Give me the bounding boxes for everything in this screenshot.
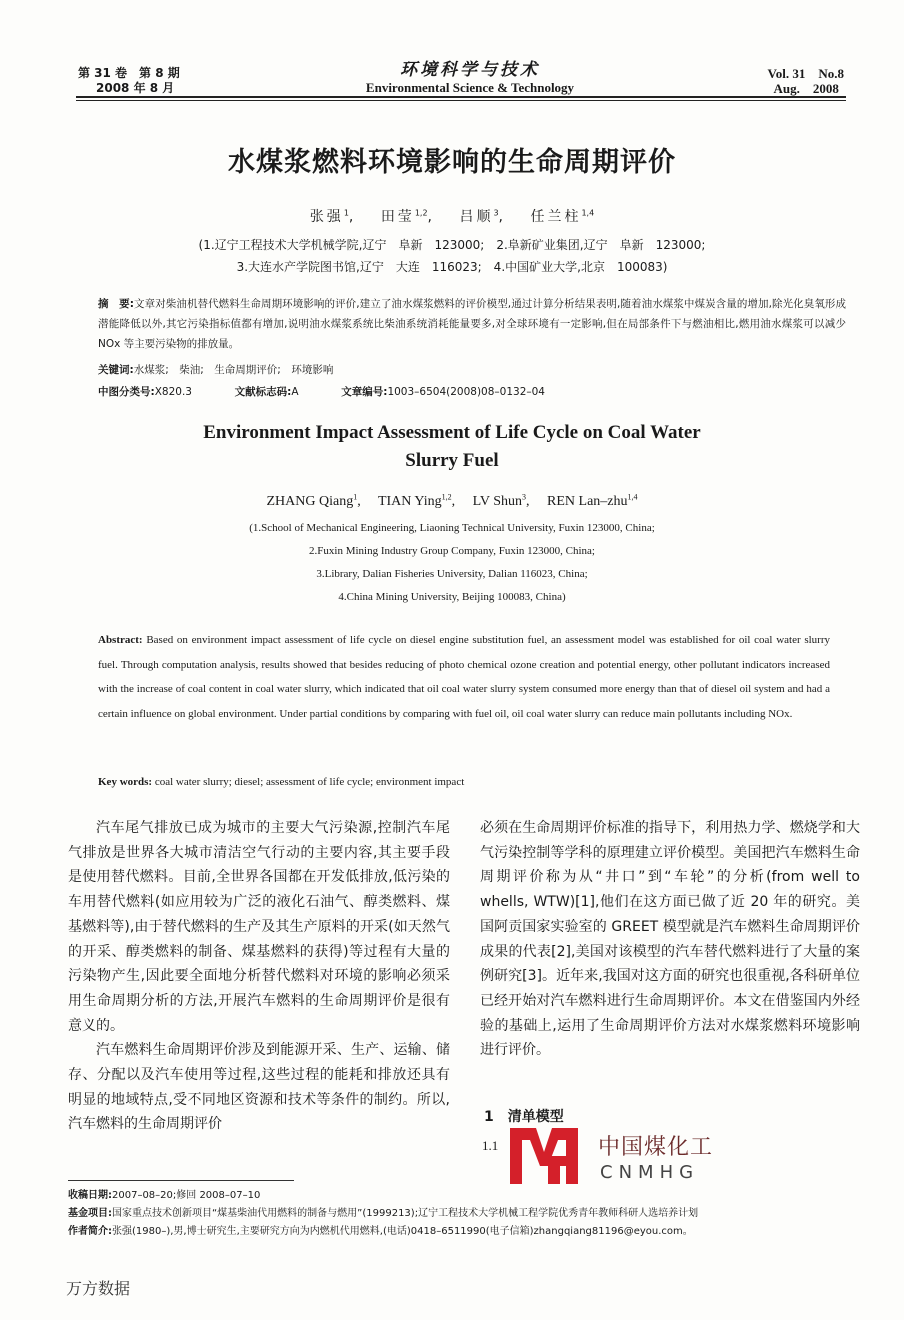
header-date-cn: 2008 年 8 月 <box>96 81 175 95</box>
author-list-cn: 张强$^1$, 田莹$^{1,2}$, 吕顺$^3$, 任兰柱$^{1,4}$ <box>309 208 595 225</box>
footnote-received: 收稿日期:2007–08–20;修回 2008–07–10 <box>68 1190 261 1201</box>
logo-name-en: CNMHG <box>600 1162 700 1183</box>
affiliation-en-2: 2.Fuxin Mining Industry Group Company, Fuxin 123000, China; <box>309 545 595 557</box>
classification-line: 中图分类号:X820.3 文献标志码:A 文章编号:1003–6504(2008)08–0132–04 <box>98 386 545 398</box>
author-cn: 田莹$^{1,2}$ <box>380 208 428 225</box>
author-en: ZHANG Qiang$^1$ <box>266 492 358 509</box>
author-cn: 张强$^1$ <box>309 208 349 225</box>
wanfang-watermark: 万方数据 <box>66 1279 131 1298</box>
affiliation-en-4: 4.China Mining University, Beijing 100083, China) <box>338 591 566 603</box>
logo-name-cn: 中国煤化工 <box>598 1135 714 1160</box>
header-issue-en <box>768 66 844 96</box>
header-date-en: Aug. 2008 <box>773 81 839 96</box>
header-issue-cn <box>78 66 180 96</box>
keywords-en: Key words: coal water slurry; diesel; assessment of life cycle; environment impact <box>98 776 465 788</box>
author-en: TIAN Ying$^{1,2}$ <box>377 492 452 509</box>
author-en: REN Lan–zhu$^{1,4}$ <box>547 492 638 509</box>
header-rule-thin <box>76 100 846 101</box>
abstract-label-en: Abstract: <box>98 634 143 646</box>
affiliations-cn-line1: (1.辽宁工程技术大学机械学院,辽宁 阜新 123000; 2.阜新矿业集团,辽宁 阜新 123000; <box>198 238 706 252</box>
journal-name-cn: 环境科学与技术 <box>400 60 540 80</box>
footnote-author: 作者简介:张强(1980–),男,博士研究生,主要研究方向为内燃机代用燃料,(电话)0418–6511990(电子信箱)zhangqiang81196@eyou.com。 <box>68 1226 693 1237</box>
body-paragraph: 汽车燃料生命周期评价涉及到能源开采、生产、运输、储存、分配以及汽车使用等过程,这些过程的能耗和排放还具有明显的地域特点,受不同地区资源和技术等条件的制约。所以,汽车燃料的生命周期评价 <box>68 1042 450 1133</box>
abstract-label-cn: 摘 要: <box>98 298 134 310</box>
header-rule-thick <box>76 96 846 98</box>
footnote-rule <box>68 1180 294 1181</box>
affiliation-en-3: 3.Library, Dalian Fisheries University, Dalian 116023, China; <box>316 568 588 580</box>
paper-title-cn: 水煤浆燃料环境影响的生命周期评价 <box>228 147 676 178</box>
author-cn: 吕顺$^3$ <box>459 208 499 225</box>
footnote-fund: 基金项目:国家重点技术创新项目“煤基柴油代用燃料的制备与燃用”(1999213);辽宁工程技术大学机械工程学院优秀青年教师科研人选培养计划 <box>68 1208 699 1219</box>
author-en: LV Shun$^3$ <box>472 492 527 509</box>
author-list-en: ZHANG Qiang$^1$, TIAN Ying$^{1,2}$, LV Shun$^3$, REN Lan–zhu$^{1,4}$ <box>266 492 638 509</box>
abstract-text-cn: 文章对柴油机替代燃料生命周期环境影响的评价,建立了油水煤浆燃料的评价模型,通过计算分析结果表明,随着油水煤浆中煤炭含量的增加,除光化臭氧形成潜能降低以外,其它污染指标值都有增加,说明油水煤浆系统比柴油系统消耗能量要多,对全球环境有一定影响,但在局部条件下与燃油相比,燃用油水煤浆可以减少 NOx 等主要污染物的排放量。 <box>98 298 846 350</box>
body-column-left <box>68 816 450 1137</box>
header-volume-cn: 第 31 卷 第 8 期 <box>78 66 180 80</box>
body-column-right <box>480 816 860 1063</box>
body-paragraph: 必须在生命周期评价标准的指导下，利用热力学、燃烧学和大气污染控制等学科的原理建立评价模型。美国把汽车燃料生命周期评价称为从“井口”到“车轮”的分析(from well to whells, WTW)[1],他们在这方面已做了近 20 年的研究。美国阿贡国家实验室的 GREET 模型就是汽车燃料生命周期评价成果的代表[2],美国对该模型的汽车替代燃料进行了大量的案例研究[3]。近年来,我国对这方面的研究也很重视,各科研单位已经开始对汽车燃料进行生命周期评价。本文在借鉴国内外经验的基础上,运用了生命周期评价方法对水煤浆燃料环境影响进行评价。 <box>480 820 860 1059</box>
abstract-cn <box>98 294 846 354</box>
paper-title-en-line1: Environment Impact Assessment of Life Cycle on Coal Water <box>203 422 701 443</box>
affiliation-en-1: (1.School of Mechanical Engineering, Liaoning Technical University, Fuxin 123000, China; <box>249 522 655 534</box>
paper-title-en-line2: Slurry Fuel <box>405 450 499 471</box>
header-volume-en: Vol. 31 No.8 <box>767 66 844 81</box>
section-heading: 1 清单模型 <box>484 1109 564 1125</box>
abstract-en <box>98 628 830 726</box>
author-cn: 任兰柱$^{1,4}$ <box>530 208 595 225</box>
journal-name-en: Environmental Science & Technology <box>365 80 575 95</box>
subsection-number: 1.1 <box>482 1138 499 1153</box>
journal-masthead <box>300 60 640 96</box>
body-paragraph: 汽车尾气排放已成为城市的主要大气污染源,控制汽车尾气排放是世界各大城市清洁空气行动的主要内容,其主要手段是使用替代燃料。目前,全世界各国都在开发低排放,低污染的车用替代燃料(如应用较为广泛的液化石油气、醇类燃料、煤基燃料等),由于替代燃料的生产及其生产原料的开采(如天然气的开采、醇类燃料的制备、煤基燃料的获得)等过程有大量的污染物产生,因此要全面地分析替代燃料对环境的影响必须采用生命周期分析的方法,开展汽车燃料的生命周期评价是很有意义的。 <box>68 820 450 1034</box>
keywords-cn: 关键词:水煤浆; 柴油; 生命周期评价; 环境影响 <box>98 364 334 376</box>
abstract-text-en: Based on environment impact assessment of life cycle on diesel engine substitution fuel, an assessment model was established for oil coal water slurry fuel. Through computation analysis, results showed that besides reducing of photo chemical ozone creation and potential energy, other pollutant indicators increased with the increase of coal content in coal water slurry, which indicated that oil coal water slurry system consumed more energy than that of diesel oil system and had a certain influence on global environment. Under partial conditions by comparing with fuel oil, oil coal water slurry can reduce main pollutants including NOx. <box>98 634 830 720</box>
affiliations-cn-line2: 3.大连水产学院图书馆,辽宁 大连 116023; 4.中国矿业大学,北京 100083) <box>236 260 668 274</box>
